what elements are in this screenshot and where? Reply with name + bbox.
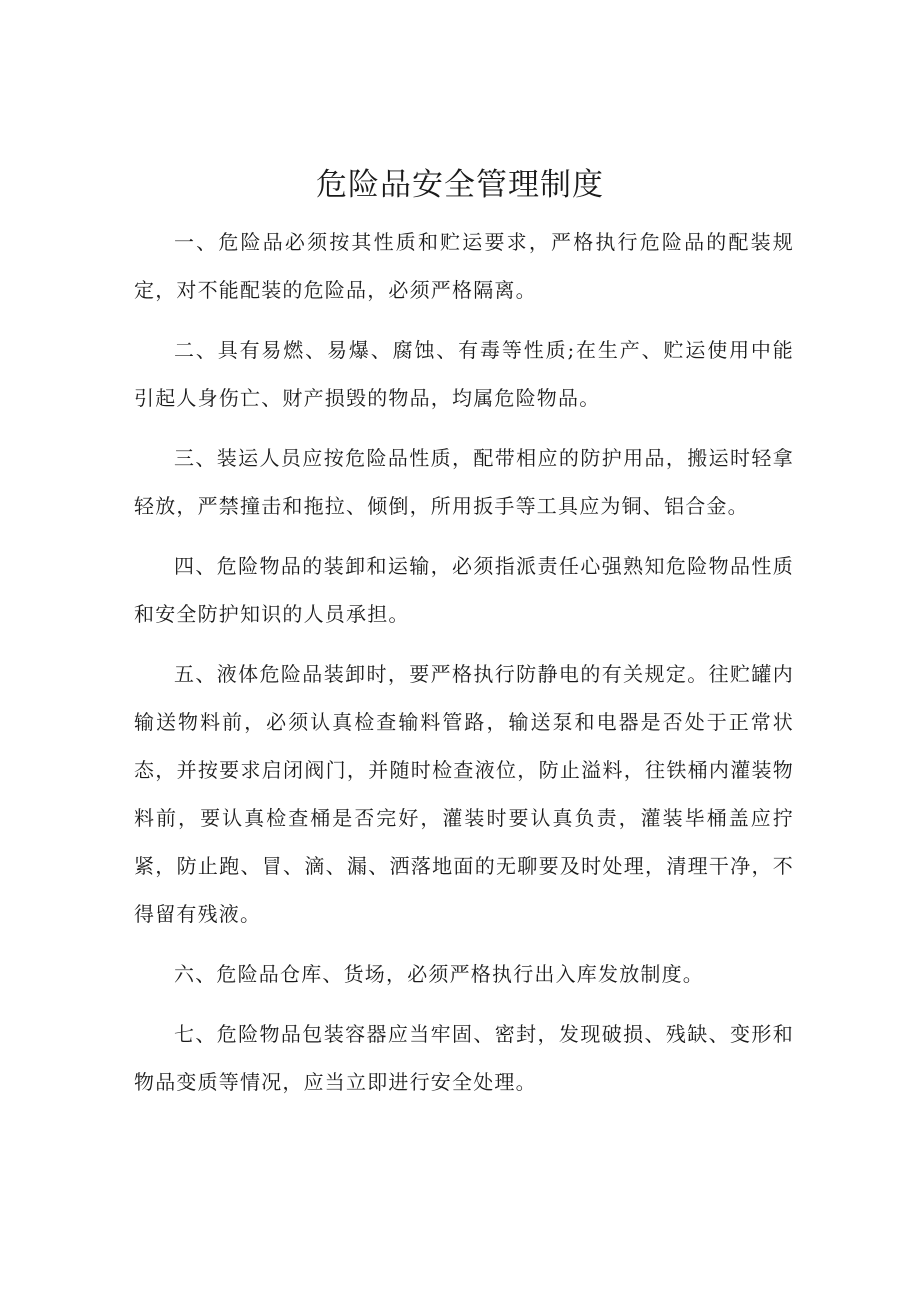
paragraph-6: 六、危险品仓库、货场，必须严格执行出入库发放制度。	[174, 962, 704, 986]
paragraph-1: 一、危险品必须按其性质和贮运要求，严格执行危险品的配装规定，对不能配装的危险品，必须严格隔离。	[134, 230, 794, 302]
paragraph-3: 三、装运人员应按危险品性质，配带相应的防护用品，搬运时轻拿轻放，严禁撞击和拖拉、倾倒，所用扳手等工具应为铜、铝合金。	[134, 446, 794, 518]
document-title: 危险品安全管理制度	[316, 167, 604, 203]
paragraph-2: 二、具有易燃、易爆、腐蚀、有毒等性质;在生产、贮运使用中能引起人身伤亡、财产损毁的物品，均属危险物品。	[134, 338, 794, 410]
paragraph-5: 五、液体危险品装卸时，要严格执行防静电的有关规定。往贮罐内输送物料前，必须认真检查输料管路，输送泵和电器是否处于正常状态，并按要求启闭阀门，并随时检查液位，防止溢料，往铁桶内灌装物料前，要认真检查桶是否完好，灌装时要认真负责，灌装毕桶盖应拧紧，防止跑、冒、滴、漏、洒落地面的无聊要及时处理，清理干净，不得留有残液。	[134, 662, 794, 926]
paragraph-7: 七、危险物品包装容器应当牢固、密封，发现破损、残缺、变形和物品变质等情况，应当立即进行安全处理。	[134, 1022, 794, 1094]
document-body	[134, 218, 794, 1118]
paragraph-4: 四、危险物品的装卸和运输，必须指派责任心强熟知危险物品性质和安全防护知识的人员承担。	[134, 554, 794, 626]
